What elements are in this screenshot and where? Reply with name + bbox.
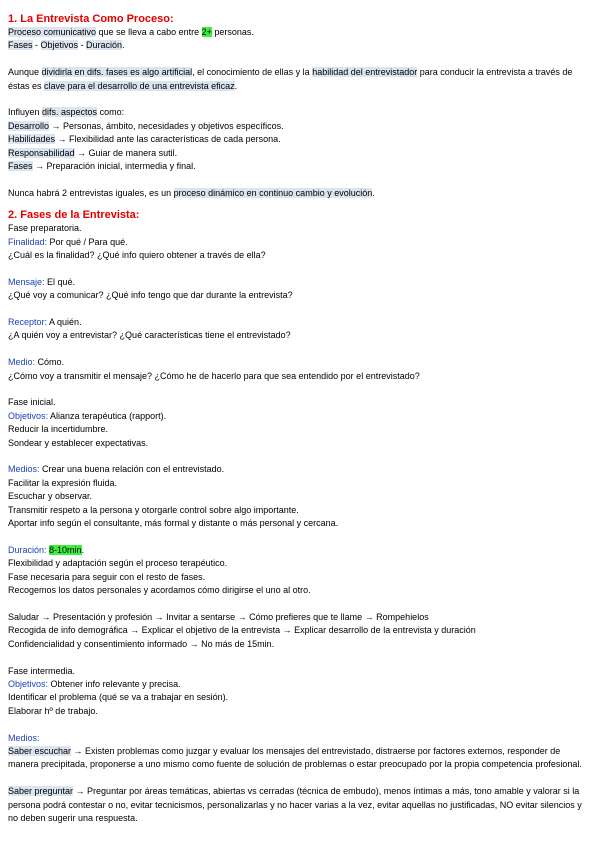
section-1-title: 1. La Entrevista Como Proceso:	[8, 13, 174, 25]
line-necesaria: Fase necesaria para seguir con el resto de fases.	[8, 571, 206, 582]
line-respeto: Transmitir respeto a la persona y otorgarle control sobre algo importante.	[8, 504, 299, 515]
line-receptor-q: ¿A quién voy a entrevistar? ¿Qué características tiene el entrevistado?	[8, 330, 291, 341]
line-aportar: Aportar info según el consultante, más formal y distante o más personal y cercana.	[8, 518, 339, 529]
line-nunca: Nunca habrá 2 entrevistas iguales, es un proceso dinámico en continuo cambio y evolución.	[8, 187, 375, 198]
line-identificar: Identificar el problema (qué se va a trabajar en sesión).	[8, 692, 229, 703]
line-expresion: Facilitar la expresión fluida.	[8, 477, 118, 488]
line-finalidad: Finalidad: Por qué / Para qué.	[8, 236, 128, 247]
line-fases-objetivos: Fases - Objetivos - Duración.	[8, 40, 125, 51]
line-objetivos-intermedia: Objetivos: Obtener info relevante y precisa.	[8, 678, 181, 689]
line-medios-inicial: Medios: Crear una buena relación con el entrevistado.	[8, 464, 225, 475]
line-objetivos-inicial: Objetivos: Alianza terapéutica (rapport).	[8, 410, 167, 421]
line-finalidad-q: ¿Cuál es la finalidad? ¿Qué info quiero obtener a través de ella?	[8, 250, 266, 261]
line-proceso: Proceso comunicativo que se lleva a cabo entre 2+ personas.	[8, 27, 254, 37]
line-receptor: Receptor: A quién.	[8, 317, 82, 328]
line-flexibilidad: Flexibilidad y adaptación según el proceso terapéutico.	[8, 558, 228, 569]
line-escuchar: Escuchar y observar.	[8, 491, 93, 502]
line-influyen: Influyen difs. aspectos como:	[8, 107, 125, 118]
line-fases: Fases → Preparación inicial, intermedia y final.	[8, 161, 196, 172]
heading-fase-intermedia: Fase intermedia.	[8, 665, 76, 676]
line-medio: Medio: Cómo.	[8, 357, 65, 368]
line-medio-q: ¿Cómo voy a transmitir el mensaje? ¿Cómo he de hacerlo para que sea entendido por el entrevistado?	[8, 370, 420, 381]
line-incertidumbre: Reducir la incertidumbre.	[8, 424, 109, 435]
heading-fase-inicial: Fase inicial.	[8, 397, 56, 408]
line-elaborar: Elaborar hº de trabajo.	[8, 705, 98, 716]
paragraph-aunque: Aunque dividirla en difs. fases es algo artificial, el conocimiento de ellas y la habilidad del entrevistador para conducir la entrevista a través de éstas es clave para el desarrollo de una entrevista eficaz.	[8, 67, 573, 91]
line-mensaje: Mensaje: El qué.	[8, 276, 76, 287]
line-desarrollo: Desarrollo → Personas, ámbito, necesidades y objetivos específicos.	[8, 120, 284, 131]
line-secuencia-1: Saludar → Presentación y profesión → Invitar a sentarse → Cómo prefieres que te llame → Rompehielos	[8, 611, 429, 622]
line-duracion: Duración: 8-10min.	[8, 544, 85, 555]
heading-fase-preparatoria: Fase preparatoria.	[8, 223, 82, 234]
line-recogemos: Recogemos los datos personales y acordamos cómo dirigirse el uno al otro.	[8, 585, 311, 596]
line-secuencia-2: Recogida de info demográfica → Explicar el objetivo de la entrevista → Explicar desarrollo de la entrevista y duración	[8, 625, 476, 636]
line-medios-intermedia: Medios:	[8, 732, 40, 743]
line-secuencia-3: Confidencialidad y consentimiento informado → No más de 15min.	[8, 638, 275, 649]
line-mensaje-q: ¿Qué voy a comunicar? ¿Qué info tengo que dar durante la entrevista?	[8, 290, 293, 301]
paragraph-saber-escuchar: Saber escuchar → Existen problemas como juzgar y evaluar los mensajes del entrevistado, distraerse por factores externos, responder de manera precipitada, proponerse a uno mismo como fuente de solución de problemas o estar preocupado por la propia competencia profesional.	[8, 745, 582, 770]
line-responsabilidad: Responsabilidad → Guiar de manera sutil.	[8, 147, 178, 158]
paragraph-saber-preguntar: Saber preguntar → Preguntar por áreas temáticas, abiertas vs cerradas (técnica de embudo), menos íntimas a más, tono amable y valorar si la persona podrá contestar o no, evitar tecnicismos, personalizarlas y no hacer varias a la vez, evitar aquellas no justificadas, NO evitar silencios y no deben sugerir una respuesta.	[8, 786, 582, 823]
line-expectativas: Sondear y establecer expectativas.	[8, 437, 149, 448]
line-habilidades: Habilidades → Flexibilidad ante las características de cada persona.	[8, 134, 281, 145]
section-2-title: 2. Fases de la Entrevista:	[8, 209, 140, 222]
